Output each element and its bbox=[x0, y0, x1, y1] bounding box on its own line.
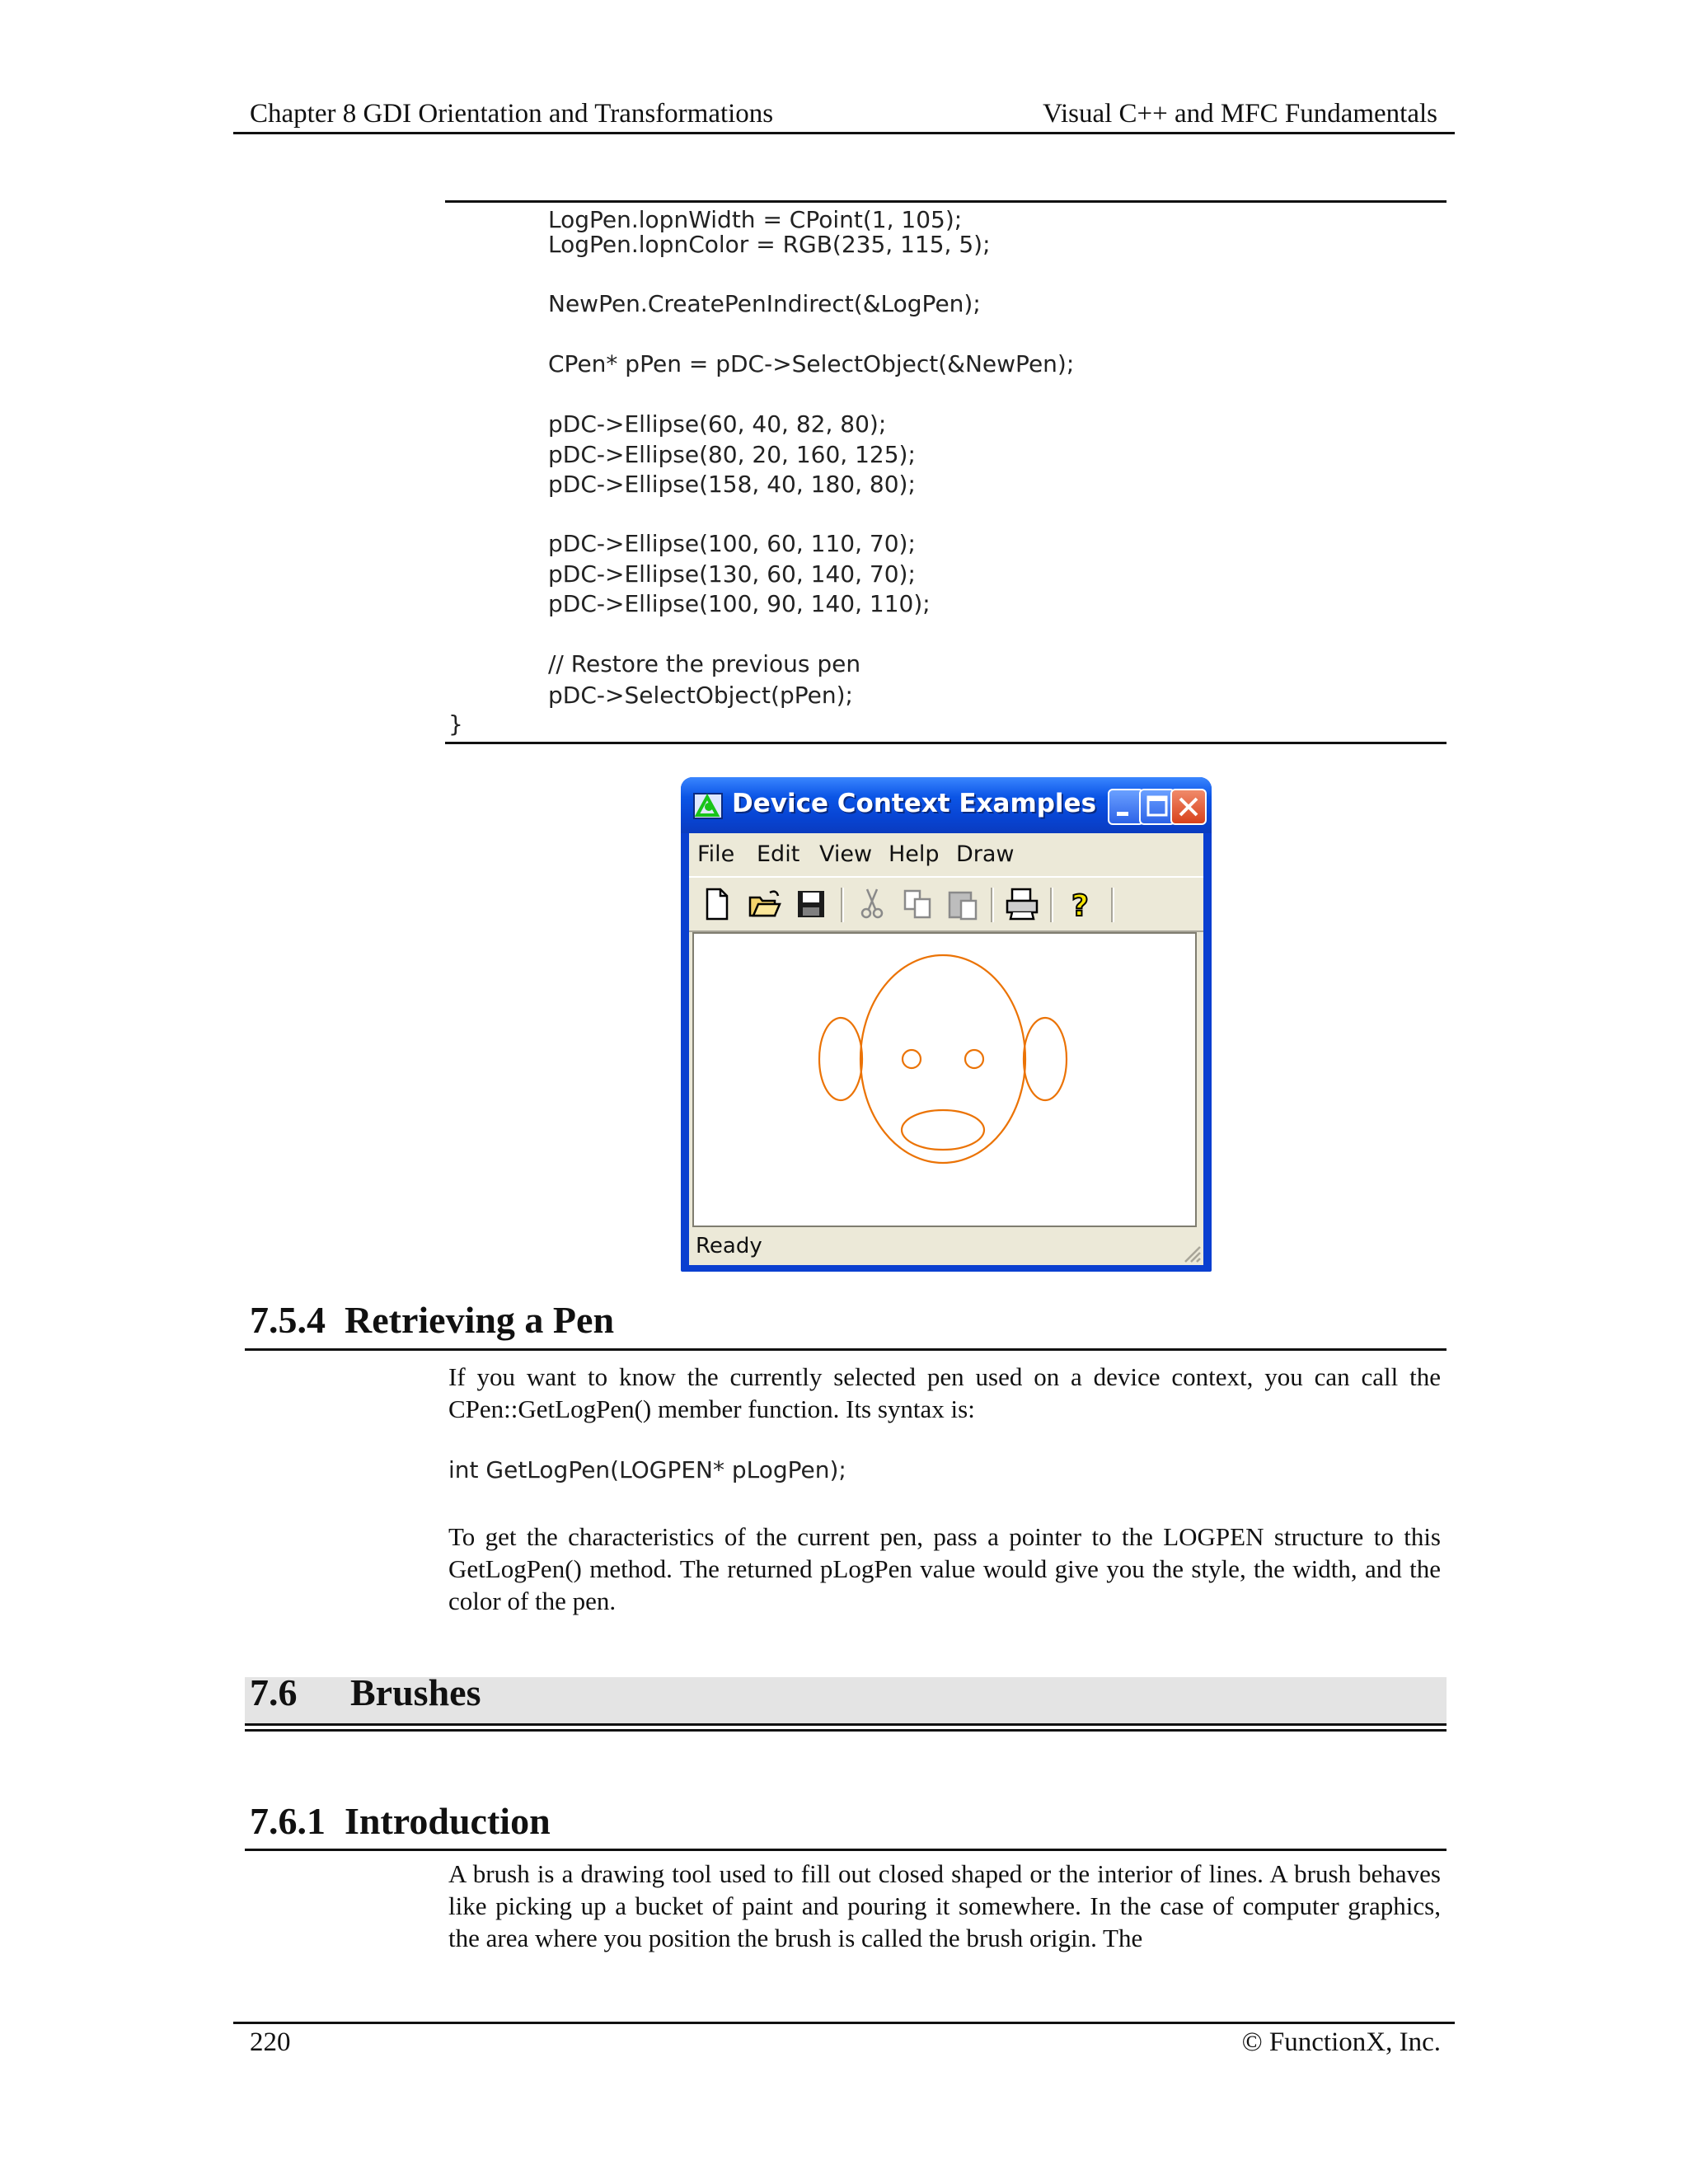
page-number: 220 bbox=[250, 2027, 291, 2057]
running-header-book: Visual C++ and MFC Fundamentals bbox=[1043, 99, 1437, 129]
code-line: NewPen.CreatePenIndirect(&LogPen); bbox=[548, 290, 981, 317]
toolbar-separator bbox=[991, 888, 994, 922]
menu-view[interactable]: View bbox=[819, 841, 873, 867]
status-text: Ready bbox=[696, 1234, 762, 1258]
left-ear-ellipse bbox=[819, 1018, 862, 1100]
help-icon[interactable] bbox=[1063, 886, 1100, 922]
open-folder-icon[interactable] bbox=[747, 886, 783, 922]
menu-file[interactable]: File bbox=[697, 841, 735, 867]
print-icon[interactable] bbox=[1004, 886, 1040, 922]
menu-draw[interactable]: Draw bbox=[956, 841, 1015, 867]
section-heading-7-5-4: 7.5.4 Retrieving a Pen bbox=[250, 1299, 615, 1341]
menu-help[interactable]: Help bbox=[889, 841, 940, 867]
paste-icon[interactable] bbox=[945, 886, 981, 922]
code-line: pDC->Ellipse(100, 60, 110, 70); bbox=[548, 530, 916, 557]
mouth-ellipse bbox=[902, 1110, 984, 1150]
minimize-icon bbox=[1109, 790, 1142, 823]
code-comment: // Restore the previous pen bbox=[548, 650, 861, 677]
maximize-icon bbox=[1141, 790, 1174, 823]
code-line: pDC->Ellipse(158, 40, 180, 80); bbox=[548, 471, 916, 498]
toolbar-separator bbox=[841, 888, 844, 922]
section-heading-7-6-1: 7.6.1 Introduction bbox=[250, 1800, 551, 1842]
toolbar bbox=[689, 876, 1203, 932]
close-icon bbox=[1172, 790, 1205, 823]
paragraph: To get the characteristics of the current pen, pass a pointer to the LOGPEN structure to this GetLogPen() method. The returned pLogPen value would give you the style, the width, and the color of the pen. bbox=[448, 1522, 1441, 1615]
right-ear-ellipse bbox=[1024, 1018, 1067, 1100]
code-line: pDC->Ellipse(130, 60, 140, 70); bbox=[548, 560, 916, 588]
title-bar[interactable] bbox=[681, 777, 1212, 833]
paragraph: A brush is a drawing tool used to fill out closed shaped or the interior of lines. A brush behaves like picking up a bucket of paint and pouring it somewhere. In the case of computer graphics, the area where you position the brush is called the brush origin. The bbox=[448, 1859, 1441, 1952]
menu-edit[interactable]: Edit bbox=[757, 841, 800, 867]
cut-icon[interactable] bbox=[854, 886, 890, 922]
face-drawing bbox=[694, 934, 1195, 1226]
status-bar bbox=[689, 1227, 1203, 1265]
new-file-icon[interactable] bbox=[699, 886, 735, 922]
section-rule bbox=[245, 1849, 1447, 1851]
left-eye-ellipse bbox=[903, 1050, 921, 1068]
toolbar-separator bbox=[1111, 888, 1114, 922]
running-header-chapter: Chapter 8 GDI Orientation and Transformations bbox=[250, 99, 774, 129]
head-ellipse bbox=[860, 955, 1025, 1163]
drawing-view[interactable] bbox=[692, 932, 1197, 1227]
app-icon bbox=[692, 790, 725, 823]
header-rule bbox=[233, 132, 1455, 134]
toolbar-separator bbox=[1050, 888, 1053, 922]
section-heading-7-6: Brushes bbox=[350, 1671, 481, 1713]
close-button[interactable] bbox=[1170, 789, 1207, 825]
section-double-rule-bottom bbox=[245, 1729, 1447, 1732]
code-line: pDC->Ellipse(60, 40, 82, 80); bbox=[548, 410, 887, 438]
save-icon[interactable] bbox=[793, 886, 829, 922]
code-line: pDC->Ellipse(80, 20, 160, 125); bbox=[548, 441, 916, 468]
window-title: Device Context Examples bbox=[732, 789, 1097, 818]
paragraph: If you want to know the currently selected pen used on a device context, you can call the CPen::GetLogPen() member function. Its syntax is: bbox=[448, 1362, 1441, 1423]
app-window-screenshot bbox=[681, 777, 1212, 1272]
resize-grip-icon[interactable] bbox=[1180, 1242, 1202, 1263]
section-rule bbox=[245, 1348, 1447, 1351]
code-line: LogPen.lopnWidth = CPoint(1, 105); bbox=[548, 206, 963, 233]
right-eye-ellipse bbox=[965, 1050, 983, 1068]
section-double-rule-top bbox=[245, 1723, 1447, 1726]
code-top-rule bbox=[445, 200, 1447, 203]
code-line: LogPen.lopnColor = RGB(235, 115, 5); bbox=[548, 231, 991, 258]
syntax-code: int GetLogPen(LOGPEN* pLogPen); bbox=[448, 1456, 846, 1483]
code-closing-brace: } bbox=[448, 710, 463, 738]
footer-rule bbox=[233, 2022, 1455, 2024]
menu-bar bbox=[689, 833, 1203, 876]
code-line: pDC->Ellipse(100, 90, 140, 110); bbox=[548, 590, 931, 617]
copyright: © FunctionX, Inc. bbox=[1241, 2027, 1441, 2057]
code-line: pDC->SelectObject(pPen); bbox=[548, 682, 853, 709]
copy-icon[interactable] bbox=[900, 886, 936, 922]
code-bottom-rule bbox=[445, 742, 1447, 744]
code-line: CPen* pPen = pDC->SelectObject(&NewPen); bbox=[548, 350, 1075, 377]
svg-text:?: ? bbox=[1071, 889, 1089, 922]
section-number-7-6: 7.6 bbox=[250, 1671, 298, 1713]
window-client-area bbox=[689, 833, 1203, 1265]
